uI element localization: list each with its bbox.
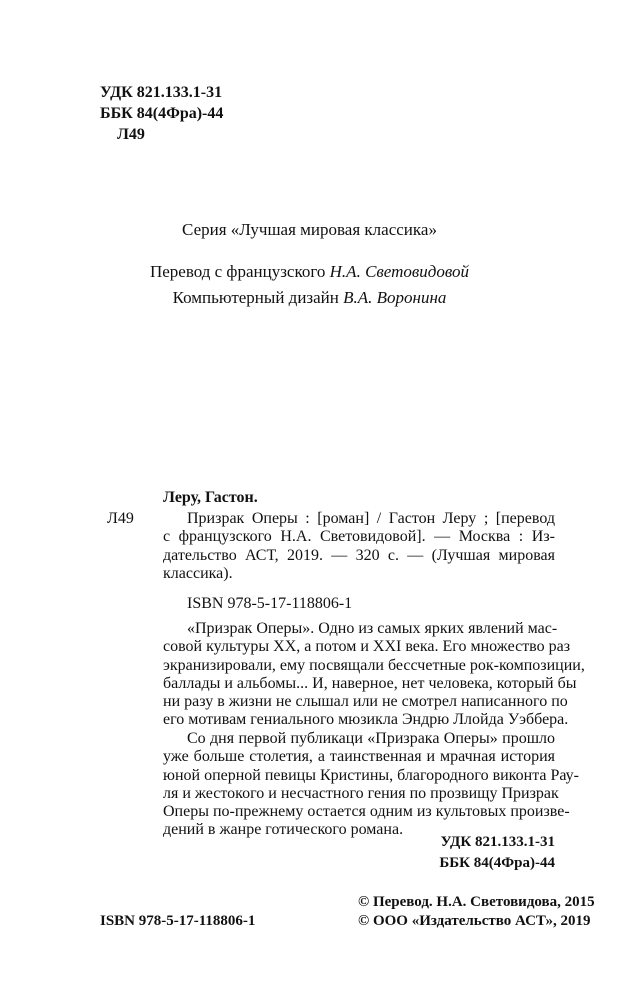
copyright-publisher: © ООО «Издательство АСТ», 2019 [358, 913, 591, 929]
catalog-line: классика). [163, 564, 233, 582]
translation-prefix: Перевод с французского [149, 262, 326, 281]
annotation-paragraph-2 [163, 730, 580, 840]
annotation-line: ля и жестокого и несчастного гения по прозвищу Призрак [163, 784, 559, 802]
designer-name: В.А. Воронина [343, 288, 447, 307]
annotation-line: юной оперной певицы Кристины, благородного виконта Рау- [163, 766, 580, 784]
catalog-description [163, 510, 555, 583]
catalog-author: Леру, Гастон. [163, 489, 258, 506]
top-author-mark: Л49 [117, 126, 145, 143]
annotation-line: баллады и альбомы... И, наверное, нет человека, который бы [163, 674, 577, 692]
annotation-line: Со дня первой публикаци «Призрака Оперы» прошло [187, 730, 555, 747]
design-prefix: Компьютерный дизайн [172, 288, 339, 307]
bottom-udk-code: УДК 821.133.1-31 [440, 834, 555, 850]
catalog-line: Призрак Оперы : [роман] / Гастон Леру ; [перевод [187, 510, 555, 527]
catalog-line: дательство АСТ, 2019. — 320 с. — (Лучшая мировая [163, 546, 555, 564]
top-bbk-code: ББК 84(4Фра)-44 [100, 105, 224, 122]
annotation-line: Оперы по-прежнему остается одним из культовых произве- [163, 803, 570, 821]
copyright-translation: © Перевод. Н.А. Световидова, 2015 [358, 894, 595, 910]
top-udk-code: УДК 821.133.1-31 [100, 84, 223, 101]
translation-credit [0, 262, 619, 282]
annotation-line: «Призрак Оперы». Одно из самых ярких явлений мас- [187, 620, 558, 637]
catalog-line: с французского Н.А. Световидовой]. — Москва : Из- [163, 528, 555, 546]
footer-isbn: ISBN 978-5-17-118806-1 [100, 913, 256, 929]
annotation-line: уже больше столетия, а таинственная и мрачная история [163, 748, 555, 766]
annotation-line: совой культуры XX, а потом и XXI века. Его множество раз [163, 638, 571, 656]
catalog-author-mark: Л49 [107, 510, 134, 527]
annotation-line: его мотивам гениального мюзикла Эндрю Ллойда Уэббера. [163, 711, 569, 729]
annotation-line: ни разу в жизни не слышал или не смотрел написанного по [163, 693, 568, 711]
series-title: Серия «Лучшая мировая классика» [182, 220, 437, 239]
translator-name: Н.А. Световидовой [329, 262, 470, 281]
bottom-bbk-code: ББК 84(4Фра)-44 [439, 855, 555, 871]
catalog-isbn: ISBN 978-5-17-118806-1 [187, 595, 353, 612]
annotation-line: экранизировали, ему посвящали бессчетные рок-композиции, [163, 656, 585, 674]
annotation-paragraph-1 [163, 620, 585, 730]
annotation-line: дений в жанре готического романа. [163, 821, 404, 839]
design-credit [0, 288, 619, 308]
